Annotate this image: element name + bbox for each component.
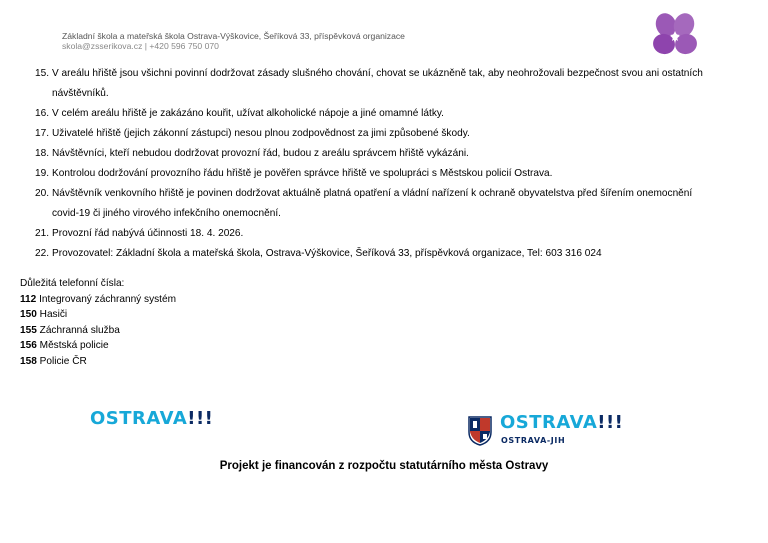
ostrava-jih-logo: OSTRAVA!!! OSTRAVA-JIH [468,410,628,450]
phones-heading: Důležitá telefonní čísla: [20,278,125,289]
rule-20: 20. Návštěvník venkovního hřiště je povinen dodržovat aktuálně platná opatření a vládní nařízení k ochraně obyvatelstva před šířením onemocnění covid-19 či jiného virového infekčního onemocnění. [35,188,693,219]
document-header [62,31,405,51]
rule-19: 19. Kontrolou dodržování provozního řádu hřiště je pověřen správce hřiště ve spolupráci s Městskou policií Ostrava. [35,168,553,179]
phone-item: 112 Integrovaný záchranný systém [20,293,177,305]
school-flower-logo [650,10,700,60]
phone-item: 158 Policie ČR [20,355,87,367]
phone-item: 156 Městská policie [20,340,109,351]
phone-item: 150 Hasiči [20,309,68,320]
rule-17: 17. Uživatelé hřiště (jejich zákonní zástupci) nesou plnou zodpovědnost za jimi způsobené škody. [35,128,470,139]
emergency-phones [20,276,176,369]
rules-list [20,64,740,264]
ostrava-logo: OSTRAVA!!! [90,408,214,429]
rule-21: 21. Provozní řád nabývá účinnosti 18. 4. 2026. [35,228,244,239]
school-name: Základní škola a mateřská škola Ostrava-Výškovice, Šeříková 33, příspěvková organizace [62,31,405,41]
ostrava-jih-crest-icon [468,416,492,446]
rule-18: 18. Návštěvníci, kteří nebudou dodržovat provozní řád, budou z areálu správcem hřiště vykázáni. [35,148,469,159]
school-contact: skola@zsserikova.cz | +420 596 750 070 [62,41,219,51]
funding-note: Projekt je financován z rozpočtu statutárního města Ostravy [219,460,549,472]
rule-16: 16. V celém areálu hřiště je zakázáno kouřit, užívat alkoholické nápoje a jiné omamné látky. [35,108,444,119]
rule-22: 22. Provozovatel: Základní škola a mateřská škola, Ostrava-Výškovice, Šeříková 33, příspěvková organizace, Tel: 603 316 024 [35,248,602,259]
phone-item: 155 Záchranná služba [20,324,120,336]
rule-15: 15. V areálu hřiště jsou všichni povinní dodržovat zásady slušného chování, chovat se ukázněně tak, aby neohrožovali bezpečnost svou ani ostatních návštěvníků. [35,68,703,99]
ostrava-jih-subtitle: OSTRAVA-JIH [501,436,566,445]
